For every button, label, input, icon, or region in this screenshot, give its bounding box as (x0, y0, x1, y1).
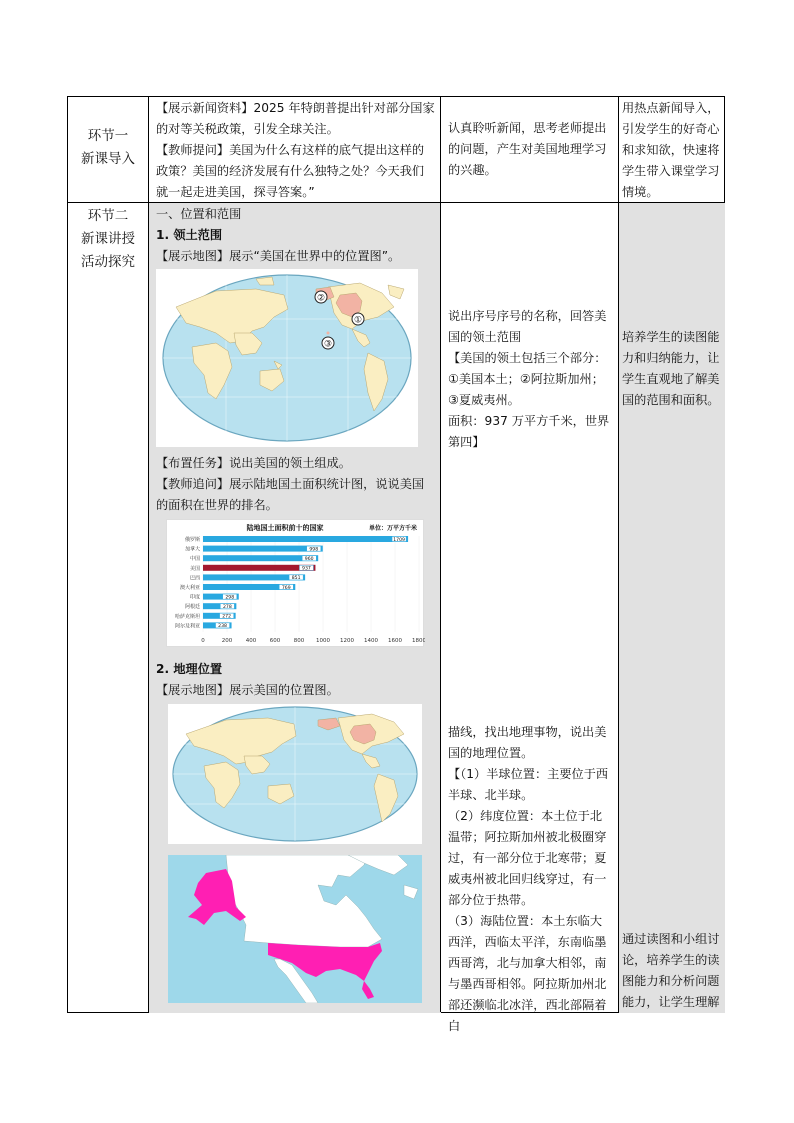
value-label: 278 (222, 605, 232, 610)
row1-design-intent: 用热点新闻导入，引发学生的好奇心和求知欲，快速将学生带入课堂学习情境。 (622, 101, 720, 199)
value-label: 298 (225, 595, 235, 601)
x-tick-label: 1000 (316, 638, 330, 644)
category-label: 印度 (189, 594, 200, 601)
stage-2-label: 环节二 新课讲授 活动探究 (81, 208, 135, 270)
x-tick-label: 1600 (388, 638, 402, 644)
map-label-3: ③ (323, 339, 333, 350)
north-america-usa-map (168, 855, 422, 1003)
row1-student-activity: 认真聆听新闻，思考老师提出的问题，产生对美国地理学习的兴趣。 (448, 121, 607, 177)
bar (203, 555, 318, 561)
value-label: 1709 (393, 537, 405, 543)
row2-student-activity-a: 说出序号序号的名称，回答美国的领土范围 【美国的领土包括三个部分：①美国本土；②阿拉斯加州；③夏威夷州。 面积：937 万平方千米，世界第四】 (448, 309, 610, 449)
subsection-title: 1. 领土范围 (156, 228, 223, 242)
category-label: 阿尔及利亚 (174, 623, 200, 630)
x-tick-label: 400 (245, 638, 257, 644)
value-label: 238 (218, 624, 227, 630)
world-map-usa-position (168, 704, 422, 844)
row2-student-activity-b: 描线，找出地理事物，说出美国的地理位置。 【（1）半球位置：主要位于西半球、北半球。 （2）纬度位置：本土位于北温带；阿拉斯加州被北极圈穿过，有一部分位于北寒带；夏威夷州被北回归线穿过，有一部分位于热带。 （3）海陆位置：本土东临大西洋，西临太平洋，东南临墨西哥湾，北与加拿大相邻，南与墨西哥相邻。阿拉斯加州北部还濒临北冰洋，西北部隔着白 (448, 725, 609, 1033)
category-label: 中国 (189, 556, 200, 563)
map-label-2: ② (316, 293, 326, 304)
x-tick-label: 0 (201, 638, 205, 644)
value-label: 960 (304, 557, 314, 562)
row2-teacher-mid: 【布置任务】说出美国的领土组成。 【教师追问】展示陆地国土面积统计图，说说美国的面积在世界的排名。 (156, 456, 425, 512)
value-label: 272 (222, 614, 232, 620)
category-label: 加拿大 (184, 546, 200, 553)
x-tick-label: 600 (269, 638, 281, 644)
section-title: 一、位置和范围 (156, 207, 242, 221)
category-label: 澳大利亚 (179, 585, 200, 591)
x-tick-label: 200 (221, 638, 233, 644)
intent-cell-shade (619, 203, 725, 1013)
bar (203, 565, 315, 571)
lesson-table (67, 96, 725, 1033)
stage-1-label: 环节一 新课导入 (81, 128, 135, 167)
subsection-title-2: 2. 地理位置 (156, 662, 223, 676)
row2-design-intent-a: 培养学生的读图能力和归纳能力，让学生直观地了解美国的范围和面积。 (622, 330, 720, 407)
value-label: 998 (309, 547, 319, 553)
bar (203, 546, 323, 552)
row2-teacher-section2: 2. 地理位置 【展示地图】展示美国的位置图。 (156, 659, 436, 701)
chart-unit: 单位：万平方千米 (368, 525, 418, 532)
map-label-1: ① (353, 315, 363, 326)
bar (203, 536, 408, 542)
x-tick-label: 800 (293, 638, 305, 644)
row2-teacher-top: 一、位置和范围 1. 领土范围 【展示地图】展示“美国在世界中的位置图”。 (156, 204, 436, 267)
category-label: 阿根廷 (184, 604, 200, 611)
land-area-chart (166, 519, 424, 647)
value-label: 937 (302, 566, 311, 572)
value-label: 769 (281, 585, 291, 591)
category-label: 哈萨克斯坦 (174, 613, 200, 620)
x-tick-label: 1200 (340, 638, 354, 644)
row2-design-intent-b: 通过读图和小组讨论，培养学生的读图能力和分析问题能力，让学生理解 (622, 932, 720, 1009)
row1-teacher-activity: 【展示新闻资料】2025 年特朗普提出针对部分国家的对等关税政策，引发全球关注。 【教师提问】美国为什么有这样的底气提出这样的政策？美国的经济发展有什么独特之处？今天我们就一起走进美国，探寻答案。” (156, 101, 435, 199)
value-label: 851 (291, 576, 301, 582)
category-label: 美国 (189, 565, 200, 572)
chart-title: 陆地国土面积前十的国家 (246, 524, 324, 532)
x-tick-label: 1400 (364, 638, 378, 644)
x-tick-label: 1800 (412, 638, 425, 644)
category-label: 巴西 (189, 575, 200, 582)
category-label: 俄罗斯 (184, 537, 200, 543)
world-map-usa-location (156, 269, 418, 447)
